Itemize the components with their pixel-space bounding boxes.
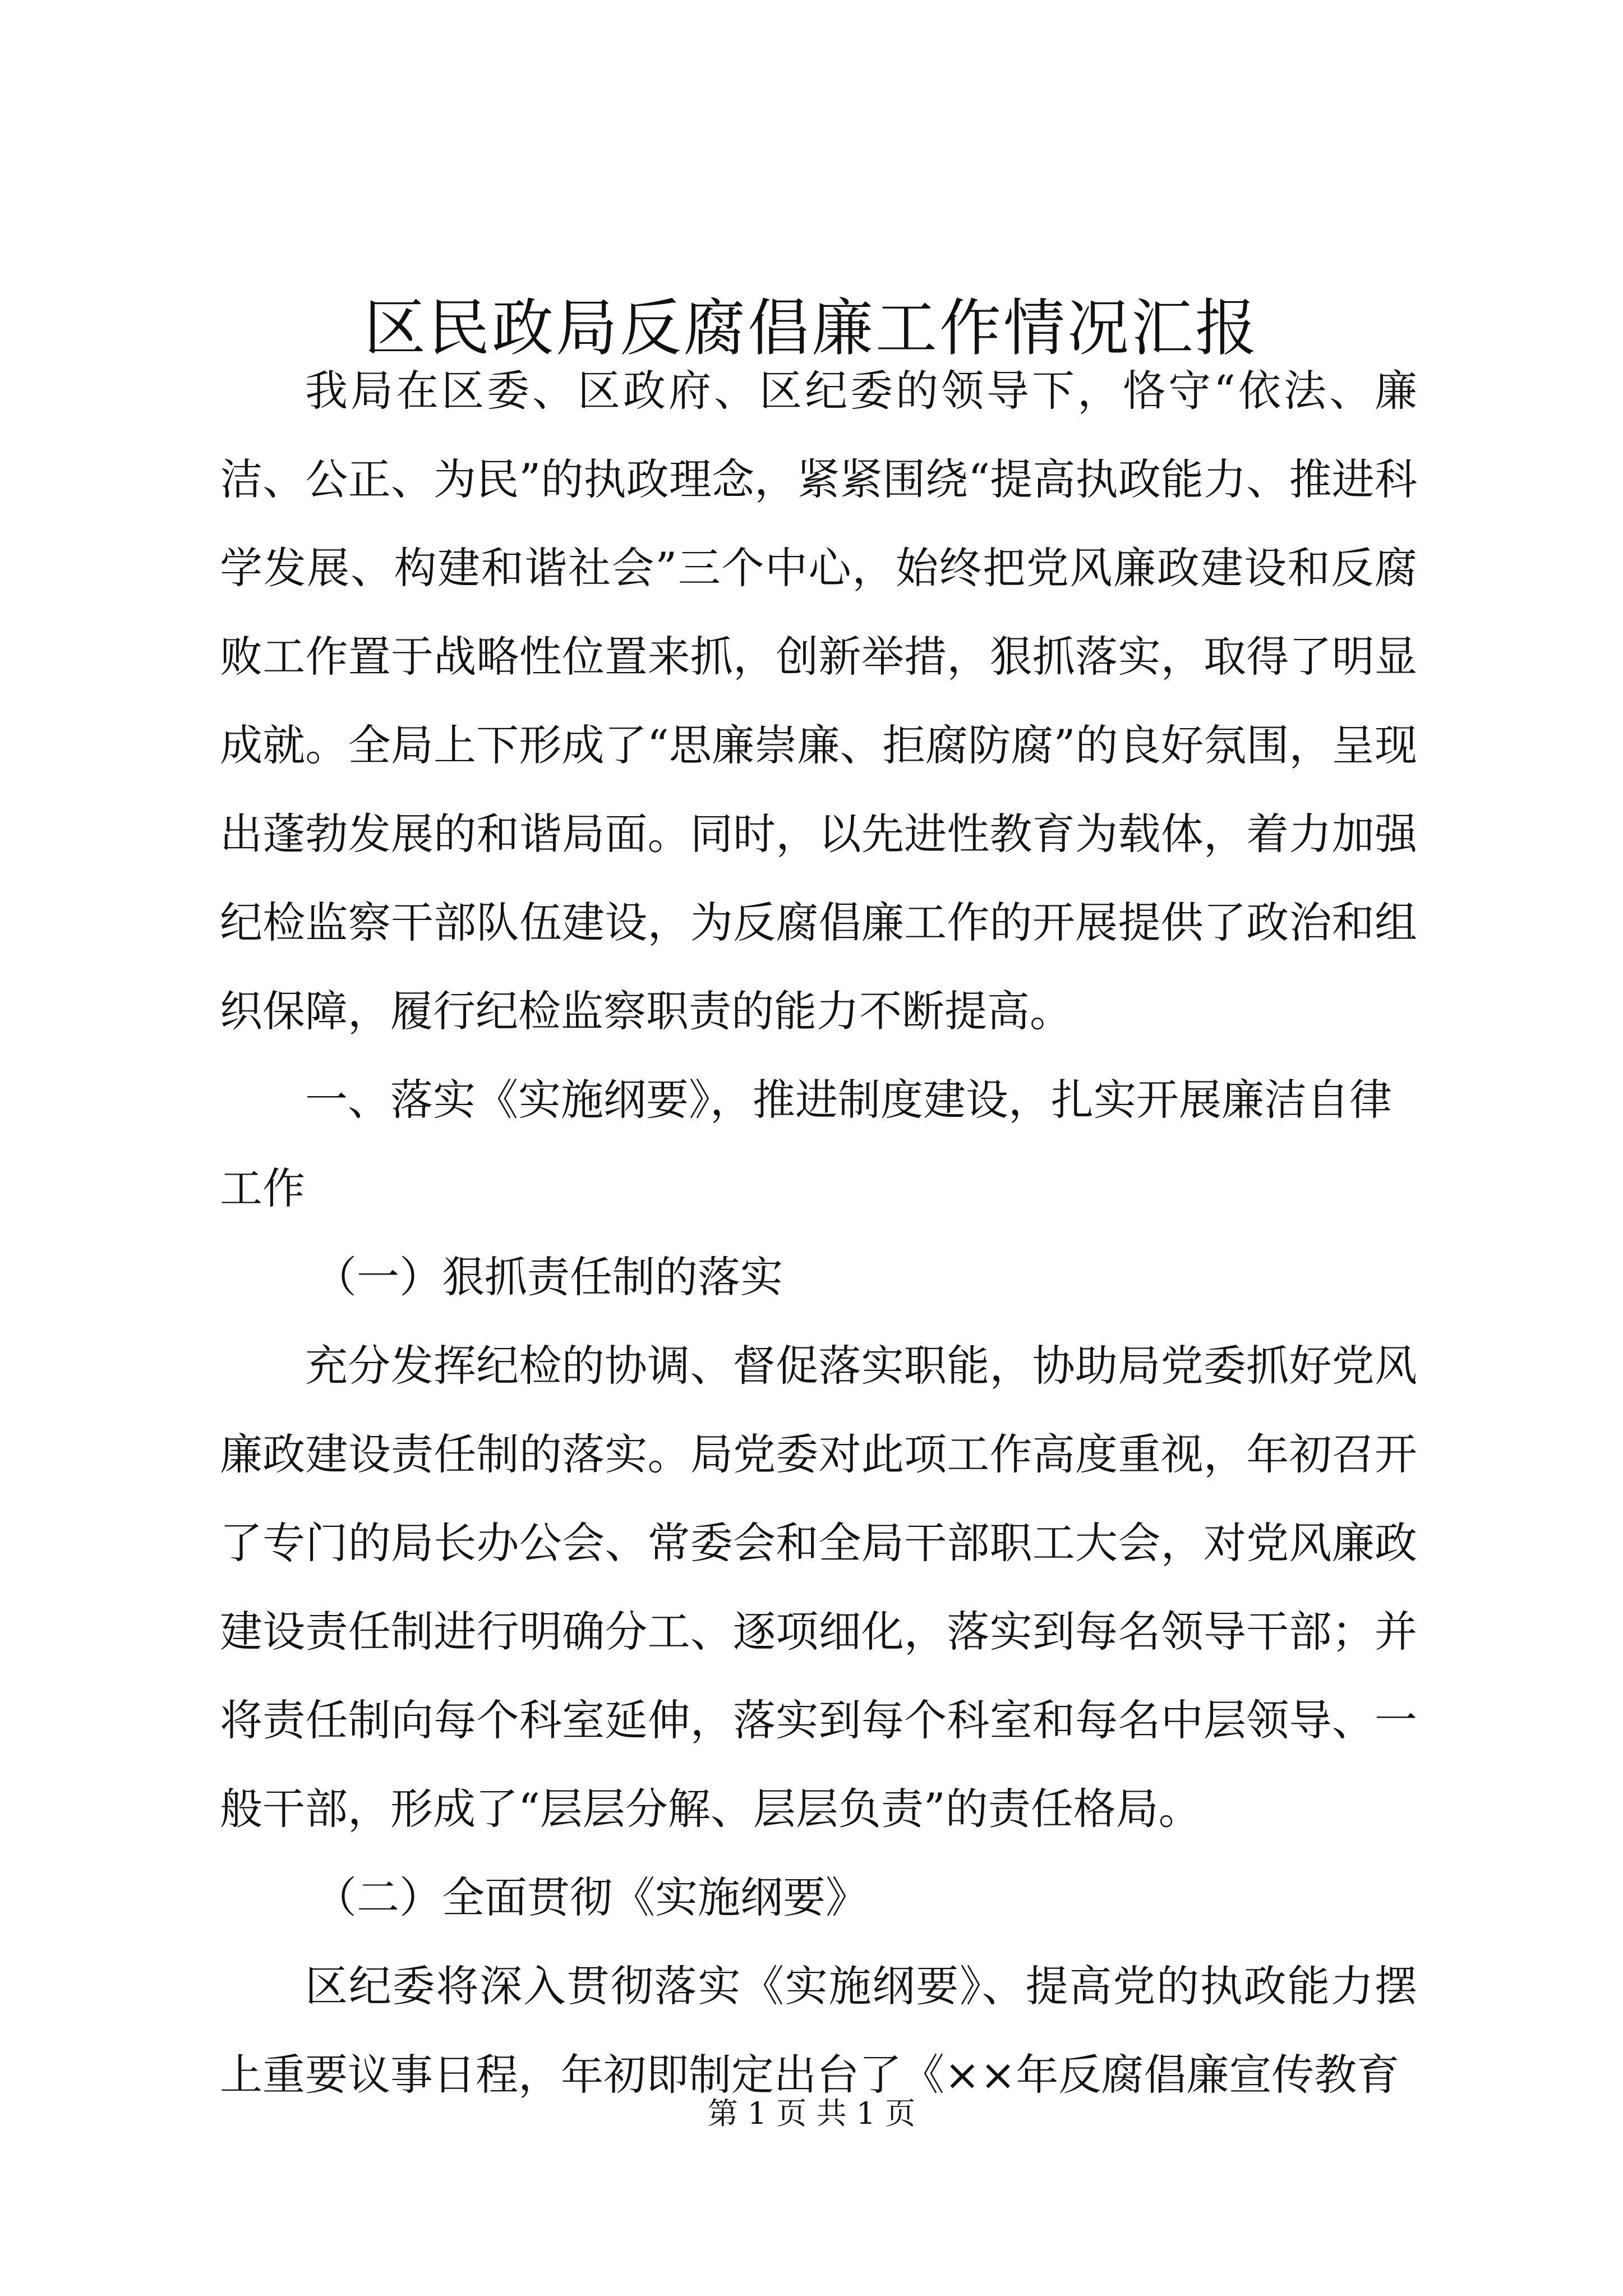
section-heading-1: 一、落实《实施纲要》，推进制度建设，扎实开展廉洁自律工作 [220, 1075, 1392, 1213]
intro-paragraph: 我局在区委、区政府、区纪委的领导下，恪守“依法、廉洁、公正、为民”的执政理念，紧紧围绕“提高执政能力、推进科学发展、构建和谐社会”三个中心，始终把党风廉政建设和反腐败工作置于战略性位置来抓，创新举措，狠抓落实，取得了明显成就。全局上下形成了“思廉崇廉、拒腐防腐”的良好氛围，呈现出蓬勃发展的和谐局面。同时，以先进性教育为载体，着力加强纪检监察干部队伍建设，为反腐倡廉工作的开展提供了政治和组织保障，履行纪检监察职责的能力不断提高。 [220, 366, 1417, 1036]
subsection-heading-1: （一）狠抓责任制的落实 [314, 1252, 783, 1302]
document-body [220, 347, 1417, 2119]
page-footer: 第 1 页 共 1 页 [707, 2096, 916, 2131]
subsection-paragraph-2: 区纪委将深入贯彻落实《实施纲要》、提高党的执政能力摆上重要议事日程，年初即制定出台了《××年反腐倡廉宣传教育 [220, 1961, 1417, 2100]
document-title: 区民政局反腐倡廉工作情况汇报 [364, 292, 1259, 364]
subsection-heading-2: （二）全面贯彻《实施纲要》 [314, 1872, 868, 1922]
subsection-paragraph-1: 充分发挥纪检的协调、督促落实职能，协助局党委抓好党风廉政建设责任制的落实。局党委对此项工作高度重视，年初召开了专门的局长办公会、常委会和全局干部职工大会，对党风廉政建设责任制进行明确分工、逐项细化，落实到每名领导干部；并将责任制向每个科室延伸，落实到每个科室和每名中层领导、一般干部，形成了“层层分解、层层负责”的责任格局。 [220, 1341, 1417, 1834]
